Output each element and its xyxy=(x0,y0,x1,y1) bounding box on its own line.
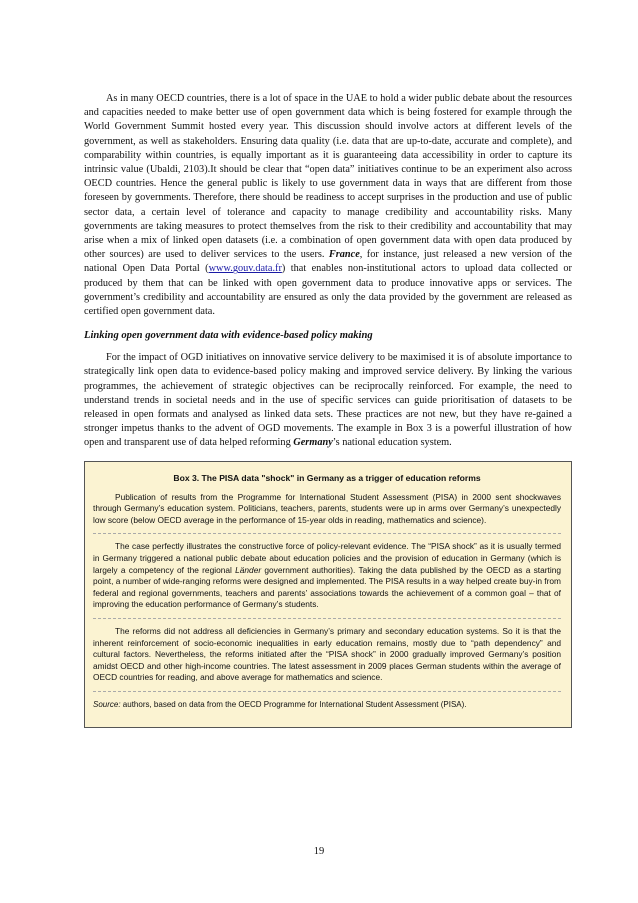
box-divider-1 xyxy=(93,533,561,534)
box-divider-2 xyxy=(93,618,561,619)
para2-text-b: ’s national education system. xyxy=(332,437,452,449)
paragraph-evidence-policy xyxy=(84,351,572,450)
box-source-text: authors, based on data from the OECD Programme for International Student Assessment (PISA). xyxy=(120,699,467,709)
box-p2-lander: Länder xyxy=(235,564,262,575)
para2-germany: Germany xyxy=(293,437,333,449)
paragraph-uae-open-data xyxy=(84,92,572,319)
box-paragraph-1: Publication of results from the Programme for International Student Assessment (PISA) in 2000 sent shockwaves through Germany’s education system. Politicians, teachers, parents, students were up in arms over Germany’s unexpectedly low score (below OECD average in the performance of 15-year olds in reading, mathematics and science). xyxy=(93,491,561,525)
box-source-label: Source: xyxy=(93,699,121,709)
box-paragraph-3: The reforms did not address all deficiencies in Germany’s primary and secondary education systems. So it is that the inherent reinforcement of socio-economic inequalities in early education remains, mostly due to “path dependency” and cultural factors. Nevertheless, the reforms initiated after the “PISA shock” in 2000 gradually improved Germany’s position amidst OECD and other high-income countries. The latest assessment in 2009 places German students within the average of OECD countries for reading, and above average for mathematics and science. xyxy=(93,626,561,683)
para1-text-c: ) that enables non-institutional actors to upload data collected or produced by them that can be linked with open government data to produce innovative apps or services. The government’s credibility and accountability are ensured as only the data provided by the government are released as certified open government data. xyxy=(84,263,572,318)
box-3 xyxy=(84,461,572,728)
para2-text-a: For the impact of OGD initiatives on innovative service delivery to be maximised it is of absolute importance to strategically link open data to evidence-based policy making and improved service delivery. By linking the various programmes, the achievement of strategic objectives can be reciprocally reinforced. For example, the need to understand trends in societal needs and in the use of specific services can guide prioritisation of datasets to be released in open formats and analysed as linked data sets. These practices are not new, but they have re-gained a stronger impetus thanks to the advent of OGD movements. The example in Box 3 is a powerful illustration of how open and transparent use of data helped reforming xyxy=(84,352,572,449)
open-data-portal-link[interactable]: www.gouv.data.fr xyxy=(208,263,282,275)
box-title: Box 3. The PISA data "shock" in Germany as a trigger of education reforms xyxy=(173,472,481,483)
box-paragraph-2 xyxy=(93,541,561,611)
para1-text-a: As in many OECD countries, there is a lot of space in the UAE to hold a wider public debate about the resources and capacities needed to make better use of open government data which is being fostered for example through the World Government Summit hosted every year. This discussion should involve actors at different levels of the government, as well as stakeholders. Ensuring data quality (i.e. data that are up-to-date, accurate and complete), and comparability within countries, is equally important as it is guaranteeing data accessibility in order to capture its intrinsic value (Ubaldi, 2103).It should be clear that “open data” initiatives continue to be an experiment also across OECD countries. Hence the general public is likely to use government data in ways that are different from those foreseen by governments. Therefore, there should be readiness to accept surprises in the production and use of public sector data, a certain level of tolerance and capacity to manage credibility and accountability risks. Many governments are taking measures to protect themselves from the risk to their credibility and accountability that may arise when a mix of linked open datasets (i.e. a combination of open government data with open data produced by other sources) are used to deliver services to the users. xyxy=(84,93,572,261)
section-heading: Linking open government data with evidence-based policy making xyxy=(84,330,373,342)
box-p2-text-a: The case perfectly illustrates the constructive force of policy-relevant evidence. The “PISA shock” as it is usually termed in Germany triggered a national public debate about education policies and the provision of education in Germany (which is largely a competency of the regional xyxy=(93,541,561,575)
para1-text-b: , for instance, just released a new version of the national Open Data Portal ( xyxy=(84,249,572,275)
page-number: 19 xyxy=(313,846,325,857)
document-page xyxy=(84,92,572,728)
box-p2-text-b: government authorities). Taking the data published by the OECD as a starting point, a number of wide-ranging reforms were designed and implemented. The PISA results in a way helped create buy-in from federal and regional governments, teachers and parents’ associations towards the achievement of a common goal – that of improving the education performance of Germany’s students. xyxy=(93,564,561,610)
para1-france: France xyxy=(328,249,360,261)
box-source xyxy=(93,699,561,710)
box-divider-3 xyxy=(93,691,561,692)
